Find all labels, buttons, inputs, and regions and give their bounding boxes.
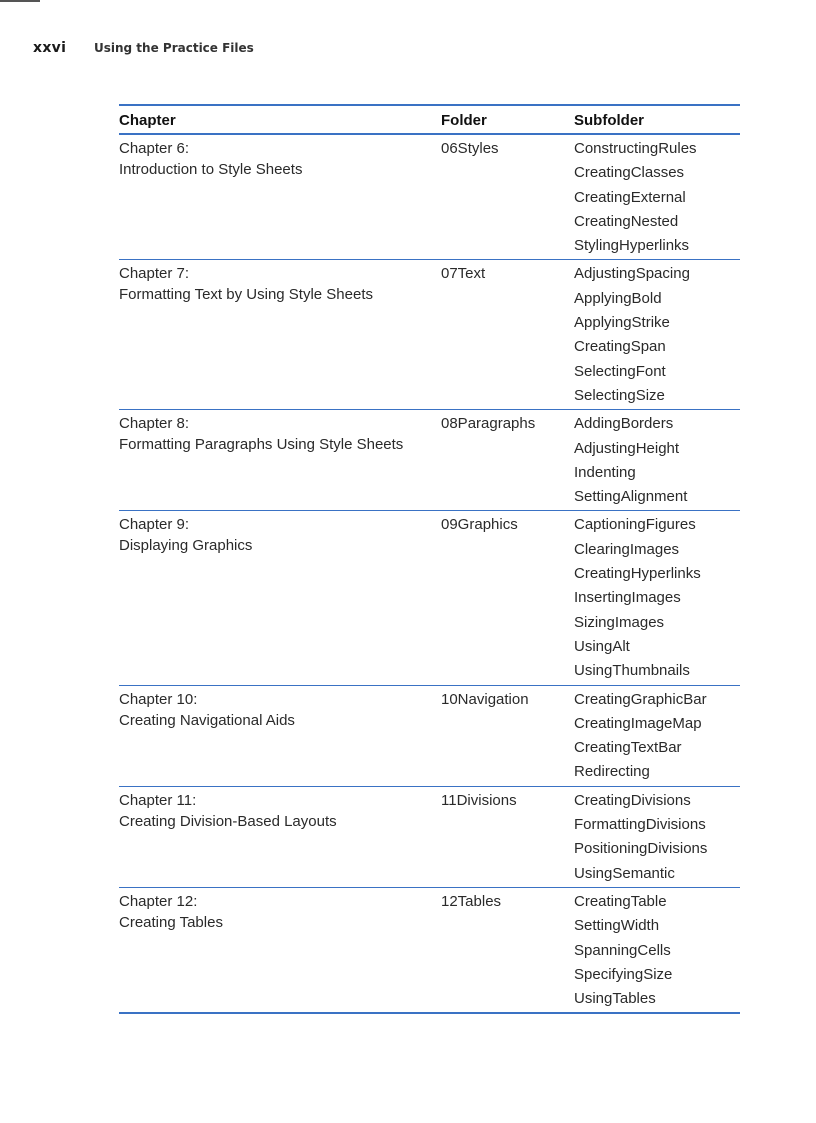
chapter-number: Chapter 8: [119,415,190,433]
subfolder-item: ConstructingRules [574,140,697,157]
running-head [33,40,254,56]
folder-cell: 08Paragraphs [441,410,574,511]
subfolder-item: SelectingSize [574,386,665,404]
subfolder-list [574,410,740,510]
folder-cell: 09Graphics [441,511,574,685]
subfolder-item: CreatingTable [574,892,667,910]
chapter-title: Displaying Graphics [119,537,253,555]
column-header-subfolder: Subfolder [574,105,740,134]
subfolder-item: CaptioningFigures [574,516,696,534]
subfolder-cell [574,134,740,260]
subfolder-item: AddingBorders [574,415,674,433]
subfolder-item: ApplyingStrike [574,314,670,332]
subfolder-item: SizingImages [574,613,665,631]
subfolder-item: SettingWidth [574,917,660,935]
table-row [119,260,740,410]
chapter-cell [119,887,441,1013]
subfolder-item: AdjustingHeight [574,439,680,457]
chapter-number: Chapter 6: [119,140,190,157]
table-header-row [119,105,740,134]
chapter-cell [119,511,441,685]
subfolder-item: Redirecting [574,763,650,781]
chapter-number: Chapter 11: [119,791,197,809]
folder-cell: 06Styles [441,140,499,157]
table-body [119,134,740,1013]
subfolder-item: UsingTables [574,990,656,1008]
subfolder-item: ApplyingBold [574,289,662,307]
subfolder-cell [574,685,740,786]
chapter-cell [119,134,441,260]
chapter-cell [119,260,441,410]
table-row [119,887,740,1013]
subfolder-item: SelectingFont [574,362,666,380]
folder-cell: 11Divisions [441,786,574,887]
subfolder-item: CreatingClasses [574,164,685,182]
subfolder-item: UsingSemantic [574,864,675,882]
subfolder-cell [574,410,740,511]
chapter-cell [119,786,441,887]
running-title: Using the Practice Files [94,41,254,55]
subfolder-item: SpecifyingSize [574,965,673,983]
subfolder-item: CreatingImageMap [574,714,702,732]
subfolder-item: CreatingTextBar [574,739,682,757]
subfolder-item: CreatingGraphicBar [574,690,707,708]
folder-cell: 10Navigation [441,685,574,786]
column-header-chapter: Chapter [119,105,441,134]
subfolder-cell [574,511,740,685]
folder-cell: 12Tables [441,887,574,1013]
table-row [119,410,740,511]
subfolder-item: PositioningDivisions [574,840,708,858]
subfolder-cell [574,786,740,887]
subfolder-item: UsingThumbnails [574,662,690,680]
subfolder-item: UsingAlt [574,637,630,655]
subfolder-item: InsertingImages [574,589,681,607]
subfolder-list [574,686,740,786]
subfolder-list [574,787,740,887]
table-row [119,685,740,786]
folder-cell: 07Text [441,260,574,410]
chapter-number: Chapter 9: [119,516,190,534]
subfolder-list [574,135,740,259]
subfolder-item: CreatingExternal [574,188,686,206]
subfolder-item: SettingAlignment [574,488,688,506]
subfolder-list [574,888,740,1012]
subfolder-item: FormattingDivisions [574,816,706,834]
table-row [119,786,740,887]
chapter-number: Chapter 12: [119,892,198,910]
subfolder-item: StylingHyperlinks [574,237,690,255]
chapter-number: Chapter 7: [119,265,190,283]
subfolder-item: Indenting [574,463,636,481]
page-number: xxvi [33,40,67,56]
subfolder-item: CreatingSpan [574,338,666,356]
chapter-number: Chapter 10: [119,690,198,708]
column-header-folder: Folder [441,105,574,134]
corner-rule [0,0,40,2]
subfolder-list [574,511,740,684]
chapter-title: Introduction to Style Sheets [119,161,303,178]
subfolder-item: AdjustingSpacing [574,265,690,283]
table-row [119,511,740,685]
chapter-title: Creating Tables [119,913,223,931]
chapter-title: Creating Navigational Aids [119,711,295,729]
subfolder-item: CreatingHyperlinks [574,565,701,583]
chapter-cell [119,685,441,786]
subfolder-cell [574,260,740,410]
chapter-title: Formatting Text by Using Style Sheets [119,286,374,304]
chapter-title: Formatting Paragraphs Using Style Sheets [119,436,404,454]
subfolder-item: CreatingNested [574,212,679,230]
subfolder-cell [574,887,740,1013]
table-row [119,134,740,260]
practice-files-table [119,104,740,1014]
chapter-title: Creating Division-Based Layouts [119,812,337,830]
subfolder-item: ClearingImages [574,540,680,558]
subfolder-list [574,260,740,409]
chapter-cell [119,410,441,511]
subfolder-item: SpanningCells [574,941,671,959]
subfolder-item: CreatingDivisions [574,791,691,809]
